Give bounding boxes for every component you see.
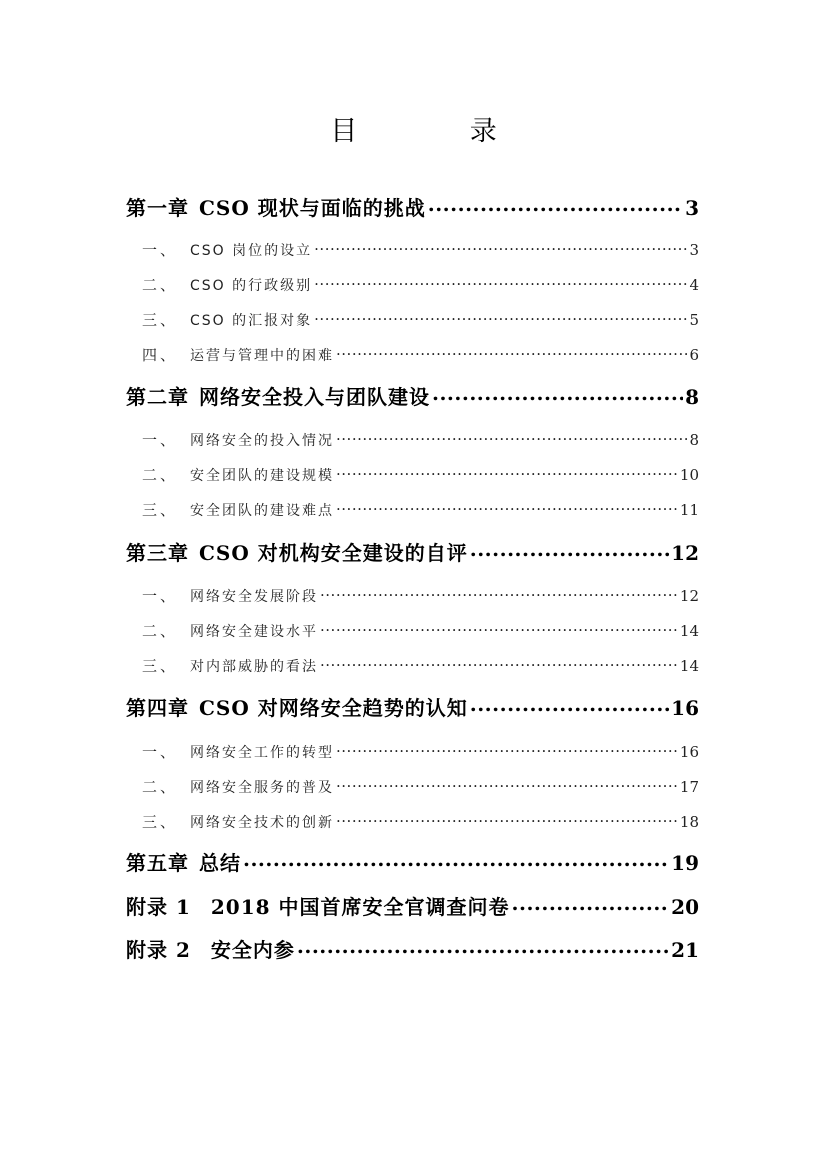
dot-leader [470,695,669,715]
toc-entry-label: 网络安全发展阶段 [190,589,319,605]
toc-entry-page: 14 [679,622,699,640]
toc-entry[interactable] [126,936,699,964]
toc-entry-page: 16 [679,743,699,761]
toc-entry[interactable] [126,498,699,522]
toc-entry-page: 3 [689,241,699,259]
toc-entry-number: 三、 [142,657,179,675]
dot-leader [336,777,678,792]
toc-entry-number: 第三章 [126,541,189,565]
toc-entry-number: 二、 [142,622,179,640]
toc-entry-page: 3 [685,196,699,220]
toc-entry[interactable] [126,893,699,921]
toc-entry-number: 三、 [142,813,179,831]
toc-entry-number: 三、 [142,311,179,329]
toc-entry-page: 14 [679,657,699,675]
toc-entry[interactable] [126,619,699,643]
toc-entry[interactable] [126,810,699,834]
toc-entry[interactable] [126,740,699,764]
toc-entry-label: CSO 对机构安全建设的自评 [199,541,468,565]
toc-entry-page: 12 [679,587,699,605]
toc-entry[interactable] [126,273,699,297]
toc-entry-page: 10 [679,466,699,484]
toc-entry-label: CSO 岗位的设立 [190,243,313,259]
toc-entry-label: 2018 中国首席安全官调查问卷 [210,895,510,919]
dot-leader [314,275,687,290]
toc-entry-label: 安全内参 [210,938,295,962]
dot-leader [297,937,669,957]
toc-entry-number: 第二章 [126,385,189,409]
toc-entry-label: 安全团队的建设规模 [190,468,335,484]
toc-entry-page: 11 [679,501,699,519]
toc-entry-number: 第四章 [126,696,189,720]
dot-leader [432,384,683,404]
toc-entry-page: 19 [671,851,699,875]
toc-entry-page: 20 [671,895,699,919]
page-title: 目 录 [330,116,549,147]
toc-entry-label: CSO 的行政级别 [190,278,313,294]
dot-leader [336,742,678,757]
toc-entry[interactable] [126,694,699,722]
dot-leader [320,621,678,636]
toc-entry[interactable] [126,539,699,567]
toc-entry[interactable] [126,584,699,608]
toc-entry[interactable] [126,343,699,367]
toc-entry-number: 一、 [142,743,179,761]
toc-entry-page: 6 [689,346,699,364]
dot-leader [336,430,687,445]
toc-entry-label: CSO 的汇报对象 [190,313,313,329]
toc-entry-label: 网络安全投入与团队建设 [199,385,430,409]
dot-leader [470,540,669,560]
toc-entry-label: 安全团队的建设难点 [190,503,335,519]
toc-entry-number: 二、 [142,466,179,484]
toc-entry-number: 一、 [142,241,179,259]
toc-entry-page: 18 [679,813,699,831]
toc-entry-number: 第五章 [126,851,189,875]
toc-entry-page: 8 [685,385,699,409]
toc-entry-label: 对内部威胁的看法 [190,659,319,675]
toc-entry-number: 四、 [142,346,179,364]
dot-leader [320,586,678,601]
dot-leader [314,310,687,325]
dot-leader [336,812,678,827]
dot-leader [314,240,687,255]
toc-entry-number: 二、 [142,276,179,294]
toc-entry-number: 第一章 [126,196,189,220]
toc-entry[interactable] [126,428,699,452]
toc-entry-number: 二、 [142,778,179,796]
toc-entry[interactable] [126,849,699,877]
toc-entry-page: 8 [689,431,699,449]
toc-entry-number: 附录 2 [126,938,191,962]
toc-entry[interactable] [126,194,699,222]
toc-entry-label: 运营与管理中的困难 [190,348,335,364]
toc-entry-page: 5 [689,311,699,329]
toc-entry-page: 16 [671,696,699,720]
toc-entry-label: CSO 现状与面临的挑战 [199,196,426,220]
toc-entry-number: 一、 [142,431,179,449]
dot-leader [336,465,678,480]
toc-entry[interactable] [126,654,699,678]
dot-leader [243,850,669,870]
dot-leader [428,195,683,215]
toc-entry-label: CSO 对网络安全趋势的认知 [199,696,468,720]
toc-entry[interactable] [126,463,699,487]
toc-entry-number: 附录 1 [126,895,191,919]
toc-entry-page: 4 [689,276,699,294]
toc-entry[interactable] [126,308,699,332]
toc-entry[interactable] [126,775,699,799]
toc-entry[interactable] [126,238,699,262]
toc-entry-label: 总结 [199,851,241,875]
toc-entry-page: 17 [679,778,699,796]
toc-entry-label: 网络安全工作的转型 [190,745,335,761]
toc-entry-number: 三、 [142,501,179,519]
toc-entry-label: 网络安全建设水平 [190,624,319,640]
toc-entry-number: 一、 [142,587,179,605]
toc-entry-page: 12 [671,541,699,565]
toc-entry-page: 21 [671,938,699,962]
dot-leader [512,894,670,914]
dot-leader [320,656,678,671]
toc-entry[interactable] [126,383,699,411]
dot-leader [336,345,687,360]
toc-entry-label: 网络安全的投入情况 [190,433,335,449]
toc-entry-label: 网络安全服务的普及 [190,780,335,796]
dot-leader [336,500,678,515]
toc-entry-label: 网络安全技术的创新 [190,815,335,831]
